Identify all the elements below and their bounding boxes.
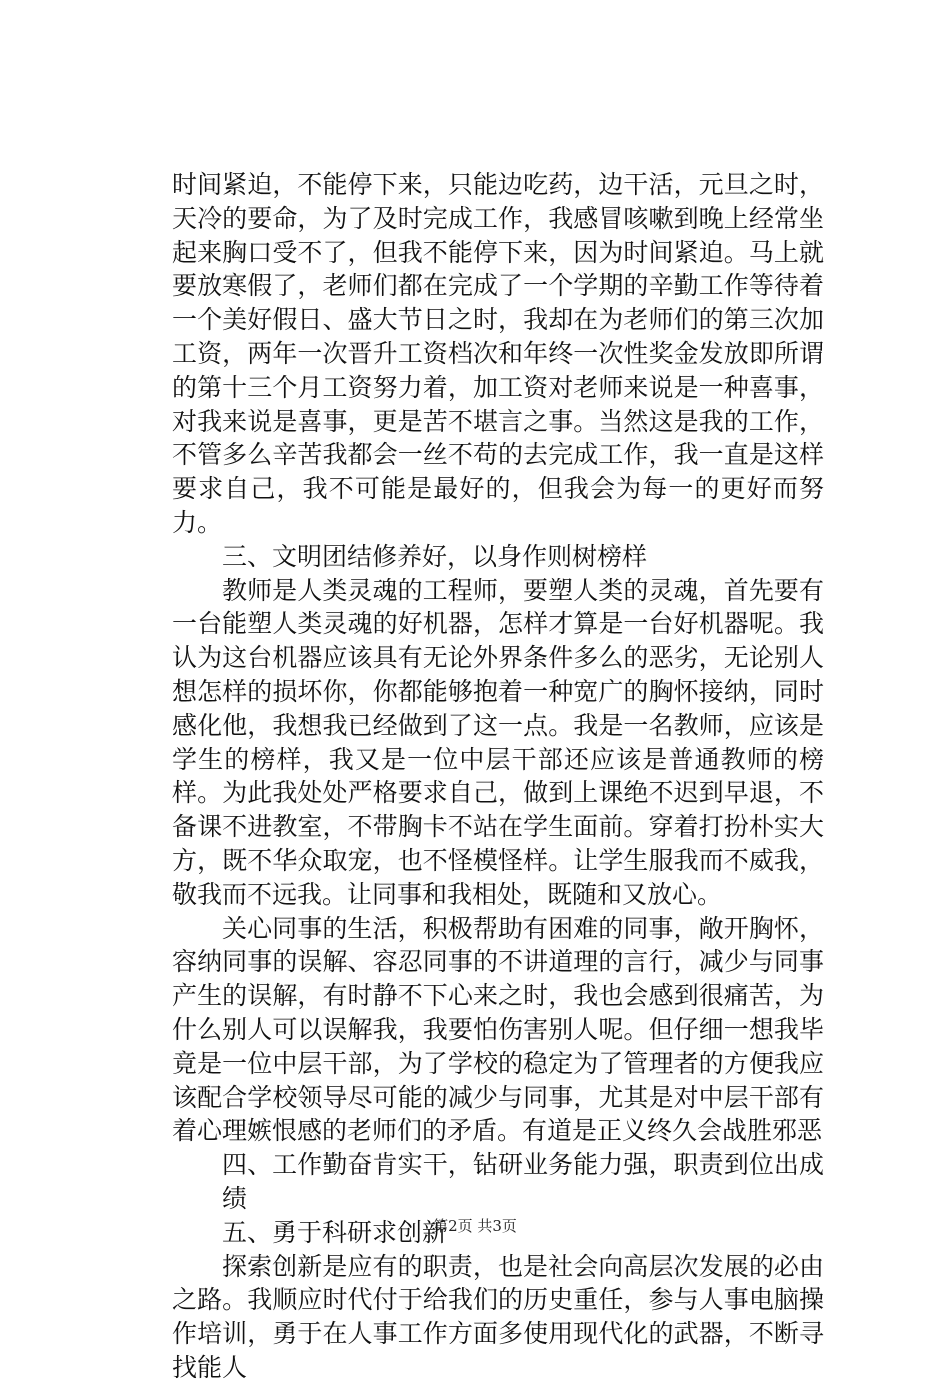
section-heading-5: 五、勇于科研求创新 <box>222 1217 448 1247</box>
section-heading-3: 三、文明团结修养好，以身作则树榜样 <box>222 541 648 571</box>
paragraph: 探索创新是应有的职责，也是社会向高层次发展的必由之路。我顺应时代付于给我们的历史重任，参与人事电脑操作培训，勇于在人事工作方面多使用现代化的武器，不断寻找能人 <box>172 1251 824 1382</box>
page-number-footer: 第2页 共3页 <box>433 1217 517 1235</box>
document-body <box>172 168 824 1385</box>
paragraph-continued: 时间紧迫，不能停下来，只能边吃药，边干活，元旦之时，天冷的要命，为了及时完成工作，我感冒咳嗽到晚上经常坐起来胸口受不了，但我不能停下来，因为时间紧迫。马上就要放寒假了，老师们都在完成了一个学期的辛勤工作等待着一个美好假日、盛大节日之时，我却在为老师们的第三次加工资，两年一次晋升工资档次和年终一次性奖金发放即所谓的第十三个月工资努力着，加工资对老师来说是一种喜事，对我来说是喜事，更是苦不堪言之事。当然这是我的工作，不管多么辛苦我都会一丝不苟的去完成工作，我一直是这样要求自己，我不可能是最好的，但我会为每一的更好而努力。 <box>172 170 824 537</box>
paragraph: 教师是人类灵魂的工程师，要塑人类的灵魂，首先要有一台能塑人类灵魂的好机器，怎样才算是一台好机器呢。我认为这台机器应该具有无论外界条件多么的恶劣，无论别人想怎样的损坏你，你都能够抱着一种宽广的胸怀接纳，同时感化他，我想我已经做到了这一点。我是一名教师，应该是学生的榜样，我又是一位中层干部还应该是普通教师的榜样。为此我处处严格要求自己，做到上课绝不迟到早退，不备课不进教室，不带胸卡不站在学生面前。穿着打扮朴实大方，既不华众取宠，也不怪模怪样。让学生服我而不威我，敬我而不远我。让同事和我相处，既随和又放心。 <box>172 575 824 909</box>
paragraph: 关心同事的生活，积极帮助有困难的同事，敞开胸怀，容纳同事的误解、容忍同事的不讲道理的言行，减少与同事产生的误解，有时静不下心来之时，我也会感到很痛苦，为什么别人可以误解我，我要怕伤害别人呢。但仔细一想我毕竟是一位中层干部，为了学校的稳定为了管理者的方便我应该配合学校领导尽可能的减少与同事，尤其是对中层干部有着心理嫉恨感的老师们的矛盾。有道是正义终久会战胜邪恶 <box>172 913 824 1146</box>
section-heading-4: 四、工作勤奋肯实干，钻研业务能力强，职责到位出成绩 <box>222 1150 824 1213</box>
